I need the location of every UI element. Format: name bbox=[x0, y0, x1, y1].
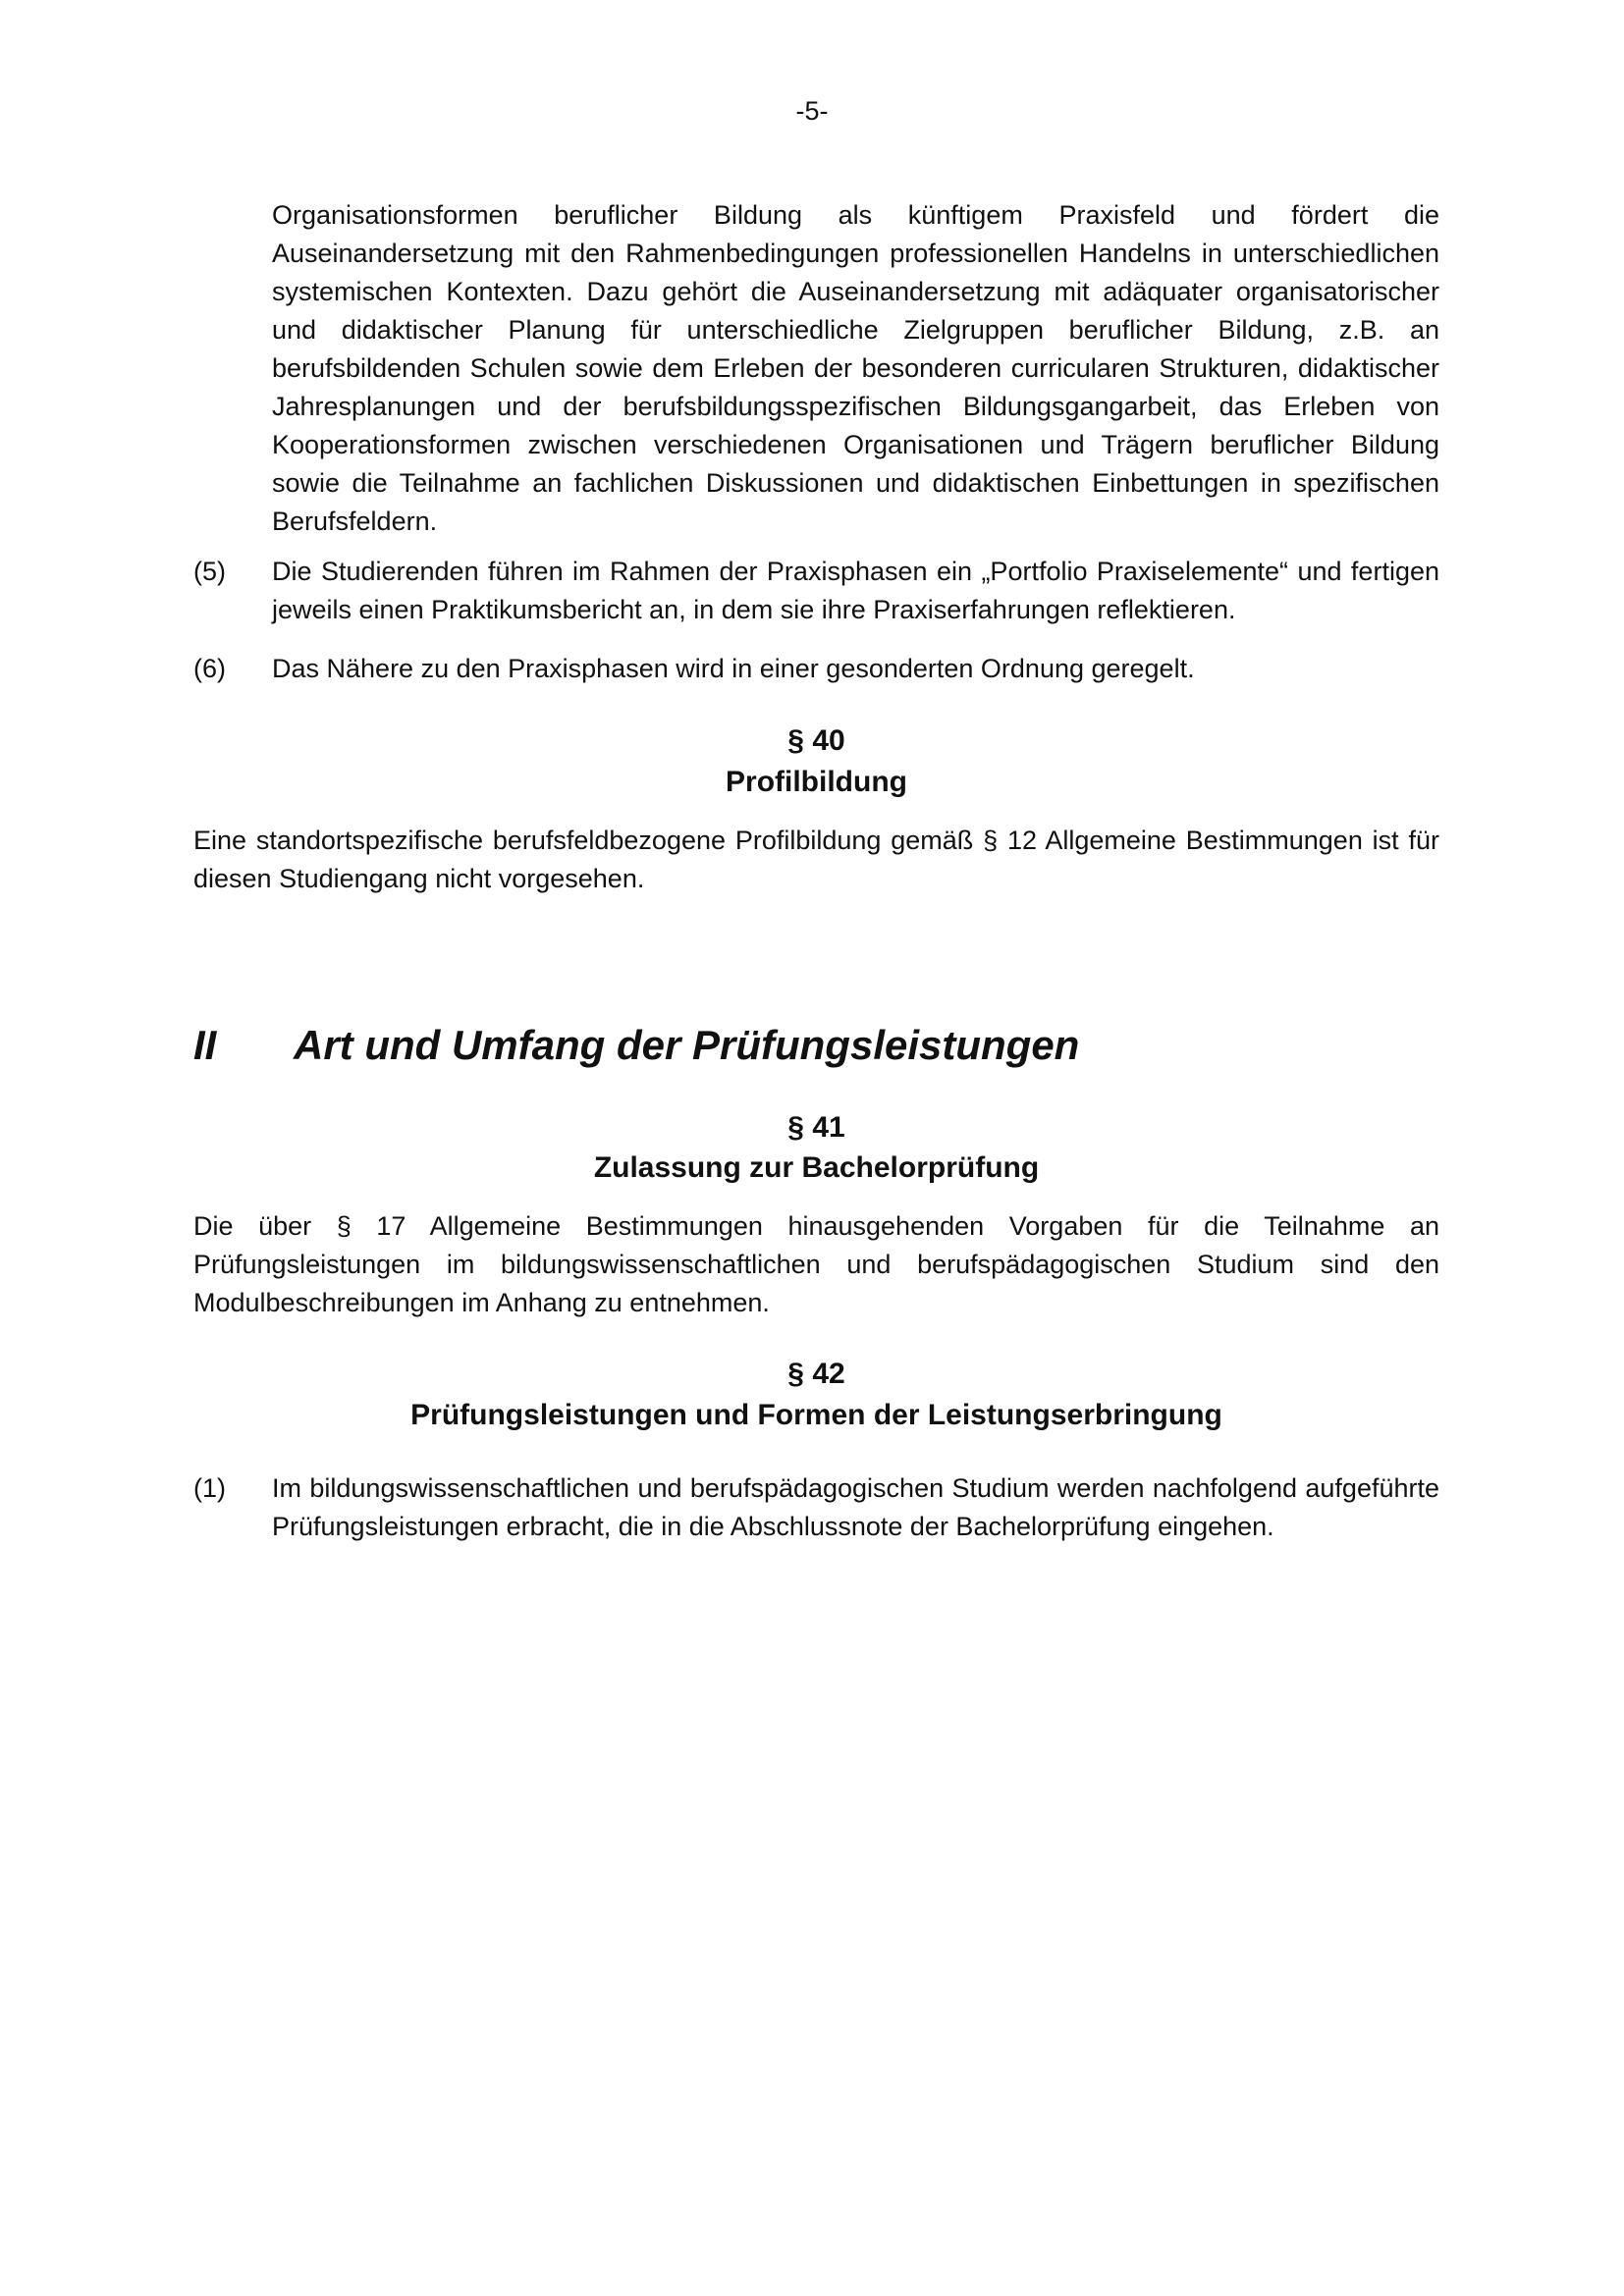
section-number: § 41 bbox=[787, 1111, 845, 1144]
item-text: Das Nähere zu den Praxisphasen wird in einer gesonderten Ordnung geregelt. bbox=[272, 654, 1195, 683]
item-number: (5) bbox=[193, 557, 226, 586]
list-item bbox=[193, 1469, 1439, 1546]
list-item bbox=[193, 650, 1439, 688]
chapter-number: II bbox=[193, 1022, 217, 1068]
chapter-heading bbox=[193, 1021, 1079, 1070]
section-41-paragraph: Die über § 17 Allgemeine Bestimmungen hinausgehenden Vorgaben für die Teilnahme an Prüfungsleistungen im bildungswissenschaftlichen und berufspädagogischen Studium sind den Modulbeschreibungen im Anhang zu entnehmen. bbox=[193, 1211, 1439, 1317]
section-title: Zulassung zur Bachelorprüfung bbox=[593, 1151, 1040, 1184]
list-item bbox=[193, 553, 1439, 629]
item-text: Im bildungswissenschaftlichen und berufspädagogischen Studium werden nachfolgend aufgeführte Prüfungsleistungen erbracht, die in die Abschlussnote der Bachelorprüfung eingehen. bbox=[272, 1473, 1439, 1541]
chapter-title: Art und Umfang der Prüfungsleistungen bbox=[294, 1022, 1080, 1068]
item-text: Die Studierenden führen im Rahmen der Praxisphasen ein „Portfolio Praxiselemente“ und fertigen jeweils einen Praktikumsbericht an, in dem sie ihre Praxiserfahrungen reflektieren. bbox=[272, 557, 1439, 624]
page-number: -5- bbox=[795, 96, 829, 126]
section-title: Prüfungsleistungen und Formen der Leistungserbringung bbox=[410, 1399, 1222, 1431]
continuation-paragraph: Organisationsformen beruflicher Bildung als künftigem Praxisfeld und fördert die Auseinandersetzung mit den Rahmenbedingungen professionellen Handelns in unterschiedlichen systemischen Kontexten. Dazu gehört die Auseinandersetzung mit adäquater organisatorischer und didaktischer Planung für unterschiedliche Zielgruppen beruflicher Bildung, z.B. an berufsbildenden Schulen sowie dem Erleben der besonderen curricularen Strukturen, didaktischer Jahresplanungen und der berufsbildungsspezifischen Bildungsgangarbeit, das Erleben von Kooperationsformen zwischen verschiedenen Organisationen und Trägern beruflicher Bildung sowie die Teilnahme an fachlichen Diskussionen und didaktischen Einbettungen in spezifischen Berufsfeldern. bbox=[272, 200, 1439, 536]
item-number: (1) bbox=[193, 1473, 226, 1503]
section-number: § 40 bbox=[787, 724, 845, 757]
section-title: Profilbildung bbox=[726, 766, 907, 798]
section-40-paragraph: Eine standortspezifische berufsfeldbezogene Profilbildung gemäß § 12 Allgemeine Bestimmungen ist für diesen Studiengang nicht vorgesehen. bbox=[193, 826, 1439, 893]
section-number: § 42 bbox=[787, 1358, 845, 1390]
item-number: (6) bbox=[193, 654, 226, 683]
